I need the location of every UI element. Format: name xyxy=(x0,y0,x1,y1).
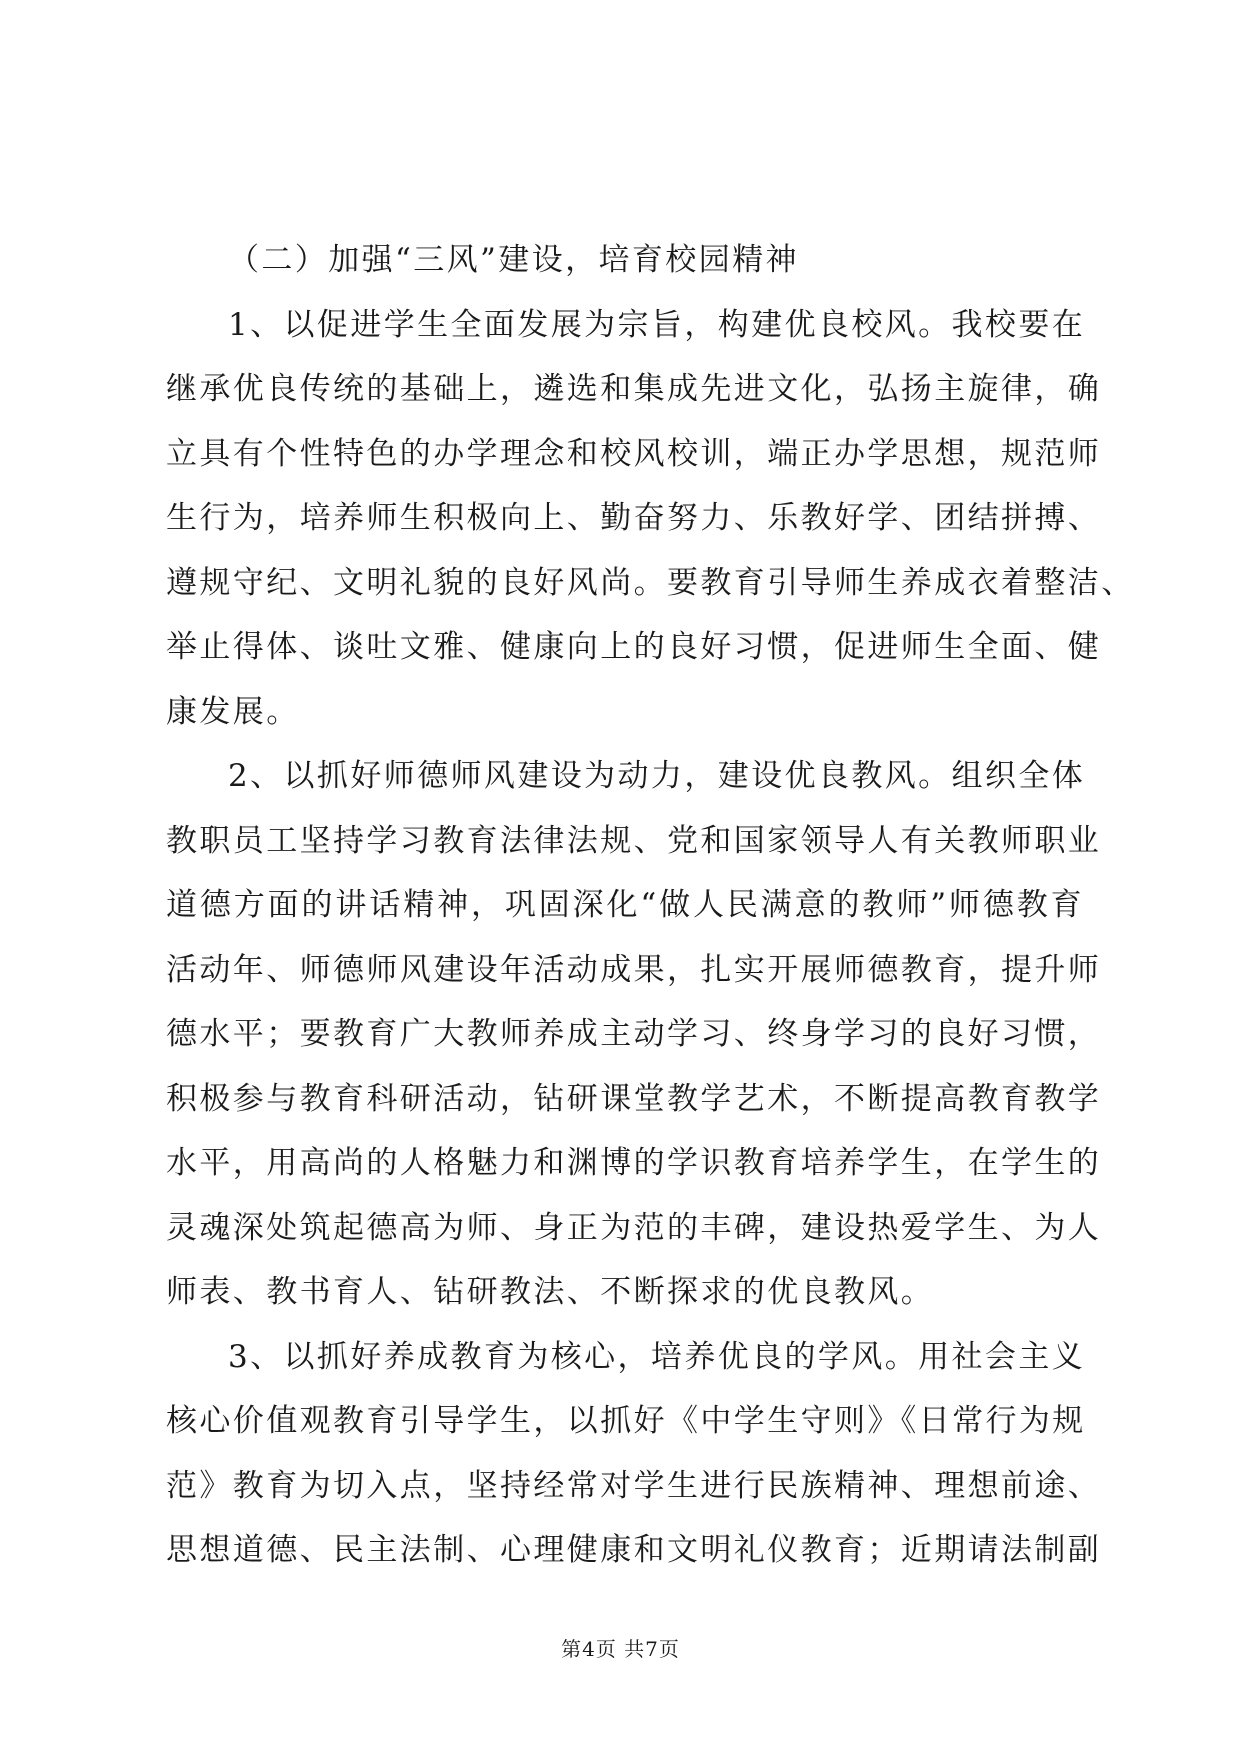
paragraph-line: 道德方面的讲话精神，巩固深化“做人民满意的教师”师德教育 xyxy=(166,887,1084,923)
section-heading: （二）加强“三风”建设，培育校园精神 xyxy=(228,242,799,278)
paragraph-2 xyxy=(166,744,1102,1325)
body-text xyxy=(166,228,1135,1583)
paragraph-line: 1、以促进学生全面发展为宗旨，构建优良校风。我校要在 xyxy=(228,306,1086,343)
paragraph-line: 灵魂深处筑起德高为师、身正为范的丰碑，建设热爱学生、为人 xyxy=(166,1209,1102,1246)
paragraph-line: 遵规守纪、文明礼貌的良好风尚。要教育引导师生养成衣着整洁、 xyxy=(166,564,1135,601)
page-number-footer: 第4页 共7页 xyxy=(561,1637,680,1661)
paragraph-line: 3、以抓好养成教育为核心，培养优良的学风。用社会主义 xyxy=(228,1338,1086,1375)
paragraph-3 xyxy=(166,1325,1102,1583)
paragraph-1 xyxy=(166,293,1135,745)
paragraph-line: 生行为，培养师生积极向上、勤奋努力、乐教好学、团结拼搏、 xyxy=(166,500,1102,536)
paragraph-line: 积极参与教育科研活动，钻研课堂教学艺术，不断提高教育教学 xyxy=(166,1080,1102,1117)
paragraph-line: 2、以抓好师德师风建设为动力，建设优良教风。组织全体 xyxy=(228,758,1086,794)
paragraph-line: 德水平；要教育广大教师养成主动学习、终身学习的良好习惯， xyxy=(166,1016,1102,1052)
paragraph-line: 康发展。 xyxy=(166,693,300,730)
paragraph-line: 师表、教书育人、钻研教法、不断探求的优良教风。 xyxy=(166,1274,935,1310)
paragraph-line: 立具有个性特色的办学理念和校风校训，端正办学思想，规范师 xyxy=(166,435,1102,472)
paragraph-line: 继承优良传统的基础上，遴选和集成先进文化，弘扬主旋律，确 xyxy=(166,371,1102,407)
paragraph-line: 举止得体、谈吐文雅、健康向上的良好习惯，促进师生全面、健 xyxy=(166,629,1102,665)
paragraph-line: 活动年、师德师风建设年活动成果，扎实开展师德教育，提升师 xyxy=(166,951,1102,988)
paragraph-line: 水平，用高尚的人格魅力和渊博的学识教育培养学生，在学生的 xyxy=(166,1145,1102,1181)
paragraph-line: 教职员工坚持学习教育法律法规、党和国家领导人有关教师职业 xyxy=(166,822,1102,859)
paragraph-line: 范》教育为切入点，坚持经常对学生进行民族精神、理想前途、 xyxy=(166,1467,1102,1504)
paragraph-line: 思想道德、民主法制、心理健康和文明礼仪教育；近期请法制副 xyxy=(166,1532,1102,1568)
paragraph-line: 核心价值观教育引导学生，以抓好《中学生守则》《日常行为规 xyxy=(166,1403,1086,1439)
